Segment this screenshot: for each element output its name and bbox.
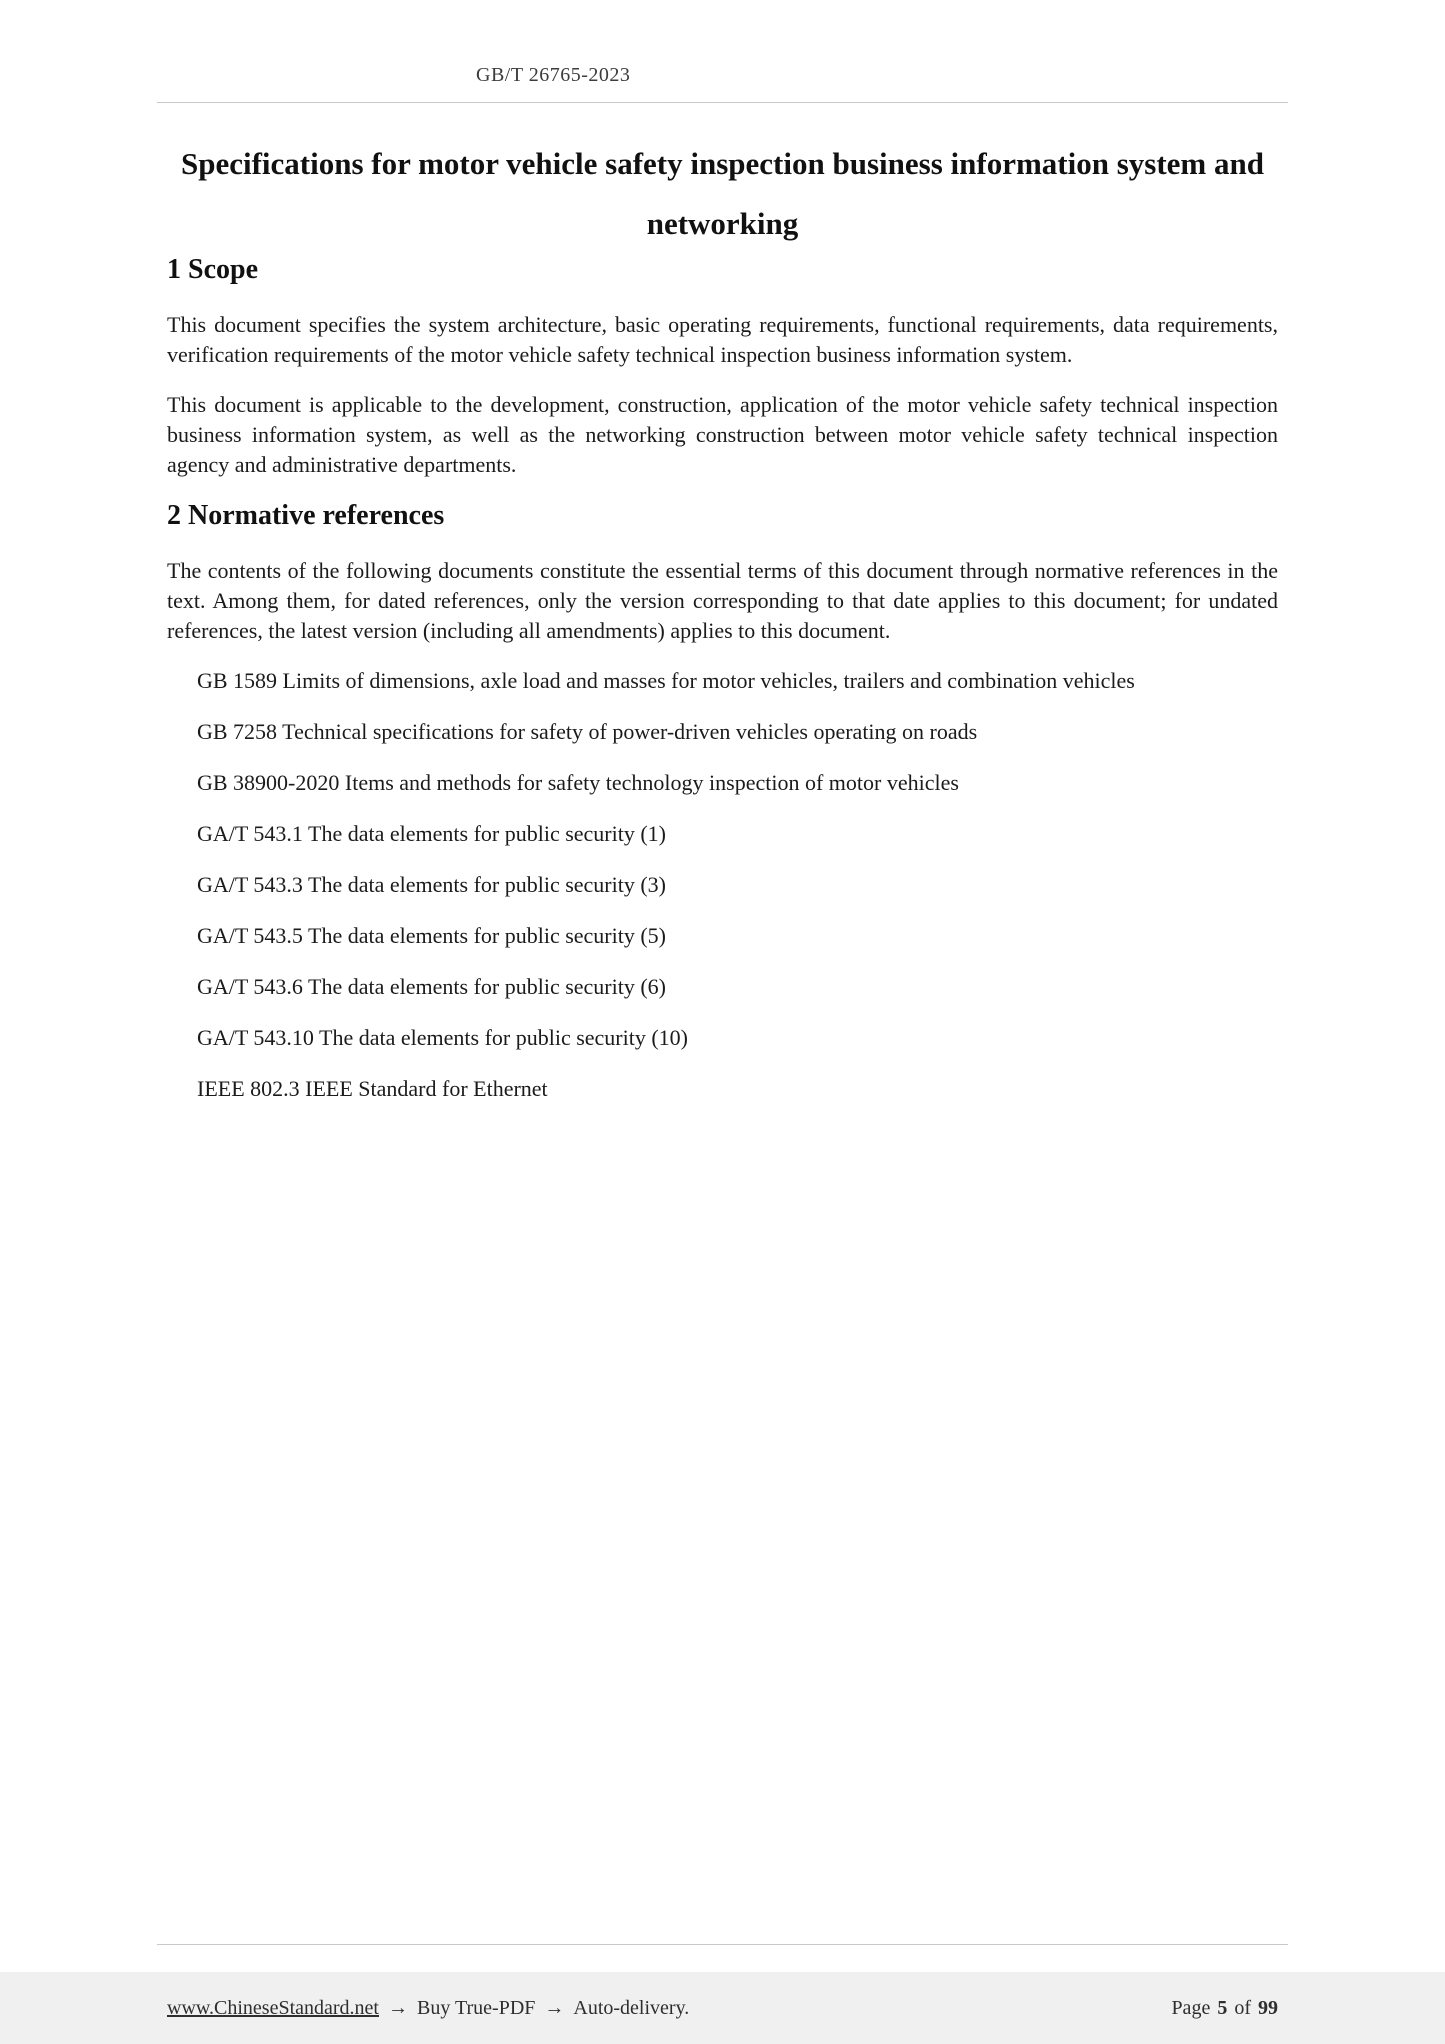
scope-paragraph-2: This document is applicable to the development, construction, application of the motor vehicle safety technical inspection business information system, as well as the networking construction between motor vehicle safety technical inspection agency and administrative departments. [167, 392, 1278, 477]
document-title: Specifications for motor vehicle safety inspection business information system and networking [181, 146, 1264, 241]
reference-item: GB 1589 Limits of dimensions, axle load and masses for motor vehicles, trailers and combination vehicles [197, 668, 1135, 693]
reference-item: GA/T 543.6 The data elements for public security (6) [197, 974, 667, 999]
arrow-right-icon: → [388, 1996, 408, 2019]
footer-delivery-label: Auto-delivery. [573, 1996, 690, 2019]
reference-item: GA/T 543.10 The data elements for public security (10) [197, 1025, 689, 1050]
of-word: of [1234, 1996, 1251, 2019]
footer-divider [157, 1944, 1288, 1945]
section-1-heading: 1 Scope [167, 254, 258, 285]
footer [0, 1972, 1445, 2044]
page-number: 5 [1217, 1996, 1228, 2019]
arrow-right-icon: → [544, 1996, 565, 2019]
footer-buy-label: Buy True-PDF [417, 1996, 536, 2019]
reference-item: GA/T 543.5 The data elements for public security (5) [197, 923, 667, 948]
reference-item: GB 38900-2020 Items and methods for safety technology inspection of motor vehicles [197, 770, 959, 795]
footer-site-link[interactable]: www.ChineseStandard.net [167, 1996, 379, 2019]
reference-item: GB 7258 Technical specifications for safety of power-driven vehicles operating on roads [197, 719, 978, 744]
page-word: Page [1171, 1996, 1211, 2019]
page-total: 99 [1258, 1996, 1278, 2019]
reference-item: IEEE 802.3 IEEE Standard for Ethernet [197, 1076, 548, 1101]
footer-left [167, 1997, 689, 2020]
reference-list [197, 666, 1278, 1104]
section-2-heading: 2 Normative references [167, 500, 445, 531]
normative-intro-paragraph: The contents of the following documents constitute the essential terms of this document through normative references in the text. Among them, for dated references, only the version corresponding to that date applies to this document; for undated references, the latest version (including all amendments) applies to this document. [167, 558, 1278, 643]
running-header: GB/T 26765-2023 [476, 64, 631, 86]
scope-paragraph-1: This document specifies the system architecture, basic operating requirements, functional requirements, data requirements, verification requirements of the motor vehicle safety technical inspection business information system. [167, 312, 1278, 367]
reference-item: GA/T 543.3 The data elements for public security (3) [197, 872, 667, 897]
page-indicator [1171, 1997, 1278, 2020]
reference-item: GA/T 543.1 The data elements for public security (1) [197, 821, 667, 846]
header-divider [157, 102, 1288, 103]
